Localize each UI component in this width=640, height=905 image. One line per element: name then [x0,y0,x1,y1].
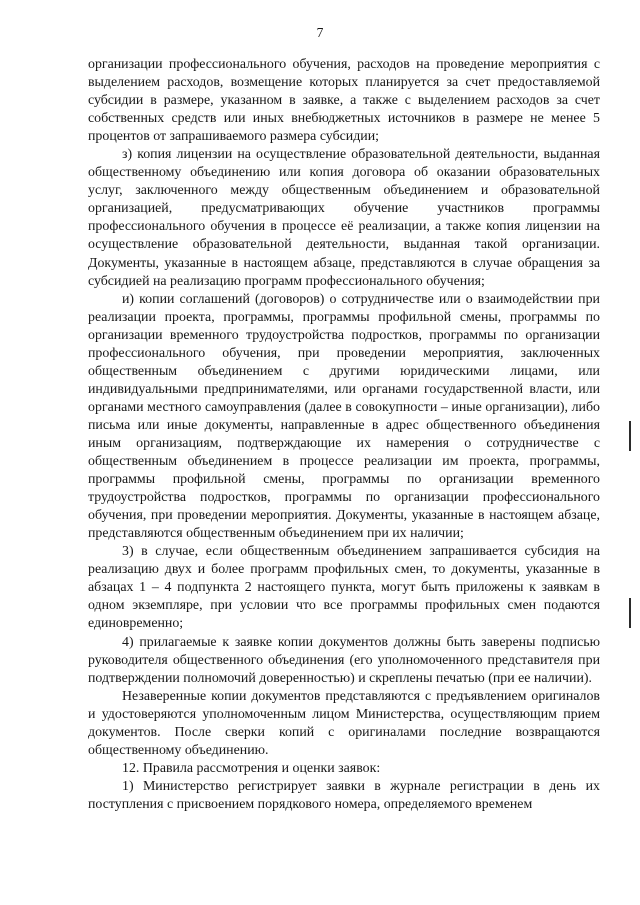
paragraph-uncertified-copies: Незаверенные копии документов представляются с предъявлением оригиналов и удостоверяются уполномоченным лицом Министерства, осуществляющим прием документов. После сверки копий с оригиналами последние возвращаются общественному объединению. [88,688,600,758]
scan-edge-mark [629,598,631,628]
paragraph-item-z: з) копия лицензии на осуществление образовательной деятельности, выданная общественному объединению или копия договора об оказании образовательных услуг, заключенного между общественным объединением и образовательной организацией, предусматривающих обучение участников программы профессионального обучения в процессе её реализации, а также копия лицензии на осуществление образовательной деятельности, выданная такой организации. Документы, указанные в настоящем абзаце, представляются в случае обращения за субсидией на реализацию программ профессионального обучения; [88,147,600,289]
paragraph-section-12-item-1: 1) Министерство регистрирует заявки в журнале регистрации в день их поступления с присвоением порядкового номера, определяемого временем [88,778,600,812]
document-body [88,56,600,814]
paragraph-item-3: 3) в случае, если общественным объединением запрашивается субсидия на реализацию двух и более программ профильных смен, то документы, указанные в абзацах 1 – 4 подпункта 2 настоящего пункта, могут быть приложены к заявкам в одном экземпляре, при условии что все программы профильных смен подаются единовременно; [88,544,600,632]
paragraph-section-12: 12. Правила рассмотрения и оценки заявок: [122,760,381,776]
scan-edge-mark [629,421,631,451]
paragraph-item-i: и) копии соглашений (договоров) о сотрудничестве или о взаимодействии при реализации проекта, программы, программы профильной смены, программы по организации временного трудоустройства подростков, программы по организации профессионального обучения, при проведении мероприятия, заключенных общественным объединением с другими юридическими лицами, или индивидуальными предпринимателями, или органами государственной власти, или органами местного самоуправления (далее в совокупности – иные организации), либо письма или иные документы, направленные в адрес общественного объединения иным организациям, подтверждающие их намерения о сотрудничестве с общественным объединением в процессе реализации им проекта, программы, программы профильной смены, программы по организации временного трудоустройства подростков, программы по организации профессионального обучения, при проведении мероприятия. Документы, указанные в настоящем абзаце, представляются общественным объединением при их наличии; [88,291,600,542]
page-number: 7 [316,25,324,40]
paragraph-continuation: организации профессионального обучения, расходов на проведение мероприятия с выделением расходов, возмещение которых планируется за счет предоставляемой субсидии в размере, указанном в заявке, а также с выделением расходов за счет собственных средств или иных внебюджетных источников в размере не менее 5 процентов от запрашиваемого размера субсидии; [88,57,600,145]
paragraph-item-4: 4) прилагаемые к заявке копии документов должны быть заверены подписью руководителя общественного объединения (его уполномоченного представителя при подтверждении полномочий доверенностью) и скреплены печатью (при ее наличии). [88,634,600,686]
